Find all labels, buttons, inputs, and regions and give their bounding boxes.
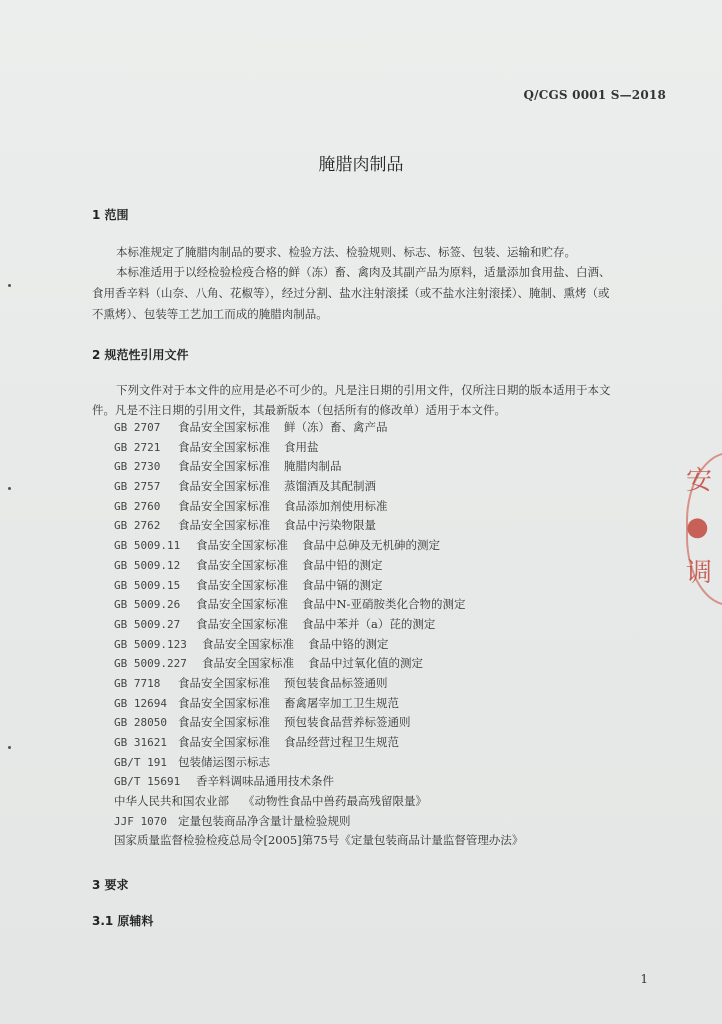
- reference-item: [114, 831, 537, 851]
- reference-name: 食品安全国家标准: [178, 715, 270, 730]
- reference-code: GB 5009.15: [114, 578, 181, 592]
- reference-item: [114, 418, 537, 438]
- reference-code: JJF 1070: [114, 814, 167, 828]
- reference-code: GB 5009.27: [114, 617, 181, 631]
- reference-name: 国家质量监督检验检疫总局令[2005]第75号《定量包装商品计量监督管理办法》: [114, 833, 524, 848]
- reference-code: GB/T 191: [114, 755, 167, 769]
- reference-code: GB 2760: [114, 499, 161, 513]
- reference-code: GB 5009.123: [114, 637, 187, 651]
- reference-item: [114, 753, 537, 773]
- reference-code: GB 7718: [114, 676, 161, 690]
- reference-item: [114, 438, 537, 458]
- section-3-1-heading: 3.1 原辅料: [92, 914, 154, 928]
- section-1-paragraph-2-line-2: 食用香辛料（山奈、八角、花椒等），经过分割、盐水注射滚揉（或不盐水注射滚揉）、腌制、熏烤（或: [92, 286, 610, 300]
- reference-name: 食品安全国家标准: [178, 735, 270, 749]
- reference-topic: 食品中过氧化值的测定: [308, 656, 423, 671]
- reference-item: [114, 536, 537, 556]
- reference-topic: 食品中铬的测定: [308, 636, 389, 651]
- reference-code: GB 2762: [114, 519, 161, 533]
- scan-speck: [8, 487, 11, 490]
- reference-code: GB 5009.26: [114, 598, 181, 612]
- reference-code: GB 31621: [114, 736, 167, 749]
- reference-name: 食品安全国家标准: [178, 498, 270, 513]
- page-number: 1: [640, 972, 648, 986]
- reference-name: 食品安全国家标准: [178, 459, 270, 474]
- seal-stamp-star-icon: ●: [686, 512, 709, 542]
- reference-topic: 食品中总砷及无机砷的测定: [302, 538, 440, 553]
- reference-topic: 食品中苯并（a）芘的测定: [302, 616, 436, 631]
- reference-item: [114, 516, 537, 536]
- reference-name: 食品安全国家标准: [178, 695, 270, 710]
- reference-topic: 食品中N-亚硝胺类化合物的测定: [302, 597, 466, 612]
- reference-name: 食品安全国家标准: [196, 616, 288, 631]
- reference-item: [114, 654, 537, 674]
- reference-item: [114, 457, 537, 477]
- scan-speck: [8, 284, 11, 287]
- reference-item: [114, 635, 537, 655]
- reference-name: 包装储运图示标志: [178, 754, 270, 769]
- reference-name: 食品安全国家标准: [196, 597, 288, 612]
- section-1-paragraph-1: 本标准规定了腌腊肉制品的要求、检验方法、检验规则、标志、标签、包装、运输和贮存。: [116, 245, 576, 259]
- reference-topic: 食品添加剂使用标准: [284, 498, 388, 513]
- page-title: 腌腊肉制品: [318, 155, 404, 175]
- reference-topic: 蒸馏酒及其配制酒: [284, 479, 376, 494]
- reference-code: GB 12694: [114, 696, 167, 710]
- reference-topic: 食品中镉的测定: [302, 577, 383, 592]
- reference-item: [114, 477, 537, 497]
- seal-stamp-char: 安: [686, 466, 713, 496]
- scan-speck: [8, 746, 11, 749]
- section-3-heading: 3 要求: [92, 878, 129, 892]
- reference-code: GB 5009.227: [114, 657, 187, 671]
- reference-item: [114, 772, 537, 792]
- reference-item: [114, 733, 537, 753]
- section-1-paragraph-2-line-1: 本标准适用于以经检验检疫合格的鲜（冻）畜、禽肉及其副产品为原料，适量添加食用盐、白酒、: [116, 265, 611, 279]
- reference-name: 食品安全国家标准: [178, 479, 270, 494]
- reference-item: [114, 556, 537, 576]
- normative-references-list: [114, 418, 537, 851]
- reference-topic: 食用盐: [284, 439, 319, 454]
- reference-topic: 食品经营过程卫生规范: [284, 735, 399, 749]
- reference-topic: 食品中污染物限量: [284, 518, 376, 533]
- reference-code: GB 2730: [114, 460, 161, 474]
- section-2-intro-line-1: 下列文件对于本文件的应用是必不可少的。凡是注日期的引用文件，仅所注日期的版本适用于本文: [116, 383, 611, 397]
- reference-name: 定量包装商品净含量计量检验规则: [178, 813, 351, 828]
- reference-topic: 预包装食品营养标签通则: [284, 715, 411, 730]
- reference-topic: 《动物性食品中兽药最高残留限量》: [243, 794, 427, 809]
- reference-name: 食品安全国家标准: [196, 557, 288, 572]
- reference-topic: 鲜（冻）畜、禽产品: [284, 420, 388, 434]
- reference-topic: 腌腊肉制品: [284, 459, 342, 474]
- reference-item: [114, 792, 537, 812]
- reference-name: 食品安全国家标准: [202, 656, 294, 671]
- reference-code: GB 2707: [114, 421, 161, 434]
- seal-stamp: [686, 458, 722, 598]
- reference-item: [114, 713, 537, 733]
- reference-item: [114, 595, 537, 615]
- reference-name: 食品安全国家标准: [196, 577, 288, 592]
- reference-name: 香辛料调味品通用技术条件: [196, 774, 334, 789]
- reference-code: GB 2721: [114, 440, 161, 454]
- reference-item: [114, 615, 537, 635]
- reference-code: GB 5009.12: [114, 558, 181, 572]
- reference-code: GB/T 15691: [114, 775, 181, 789]
- reference-name: 食品安全国家标准: [178, 439, 270, 454]
- reference-item: [114, 674, 537, 694]
- reference-code: GB 28050: [114, 716, 167, 730]
- reference-item: [114, 497, 537, 517]
- reference-name: 中华人民共和国农业部: [114, 794, 229, 809]
- section-1-heading: 1 范围: [92, 208, 129, 222]
- reference-code: GB 2757: [114, 480, 161, 494]
- seal-stamp-char: 调: [686, 558, 713, 588]
- section-2-heading: 2 规范性引用文件: [92, 348, 189, 362]
- reference-topic: 预包装食品标签通则: [284, 675, 388, 690]
- reference-item: [114, 576, 537, 596]
- reference-name: 食品安全国家标准: [178, 518, 270, 533]
- standard-code: Q/CGS 0001 S—2018: [523, 88, 666, 102]
- reference-topic: 食品中铅的测定: [302, 557, 383, 572]
- section-2-intro-line-2: 件。凡是不注日期的引用文件，其最新版本（包括所有的修改单）适用于本文件。: [92, 403, 506, 417]
- reference-name: 食品安全国家标准: [202, 636, 294, 651]
- reference-item: [114, 694, 537, 714]
- reference-code: GB 5009.11: [114, 539, 181, 553]
- reference-item: [114, 812, 537, 832]
- reference-name: 食品安全国家标准: [196, 538, 288, 553]
- reference-name: 食品安全国家标准: [178, 420, 270, 434]
- reference-name: 食品安全国家标准: [178, 675, 270, 690]
- reference-topic: 畜禽屠宰加工卫生规范: [284, 695, 399, 710]
- section-1-paragraph-2-line-3: 不熏烤）、包装等工艺加工而成的腌腊肉制品。: [92, 307, 328, 321]
